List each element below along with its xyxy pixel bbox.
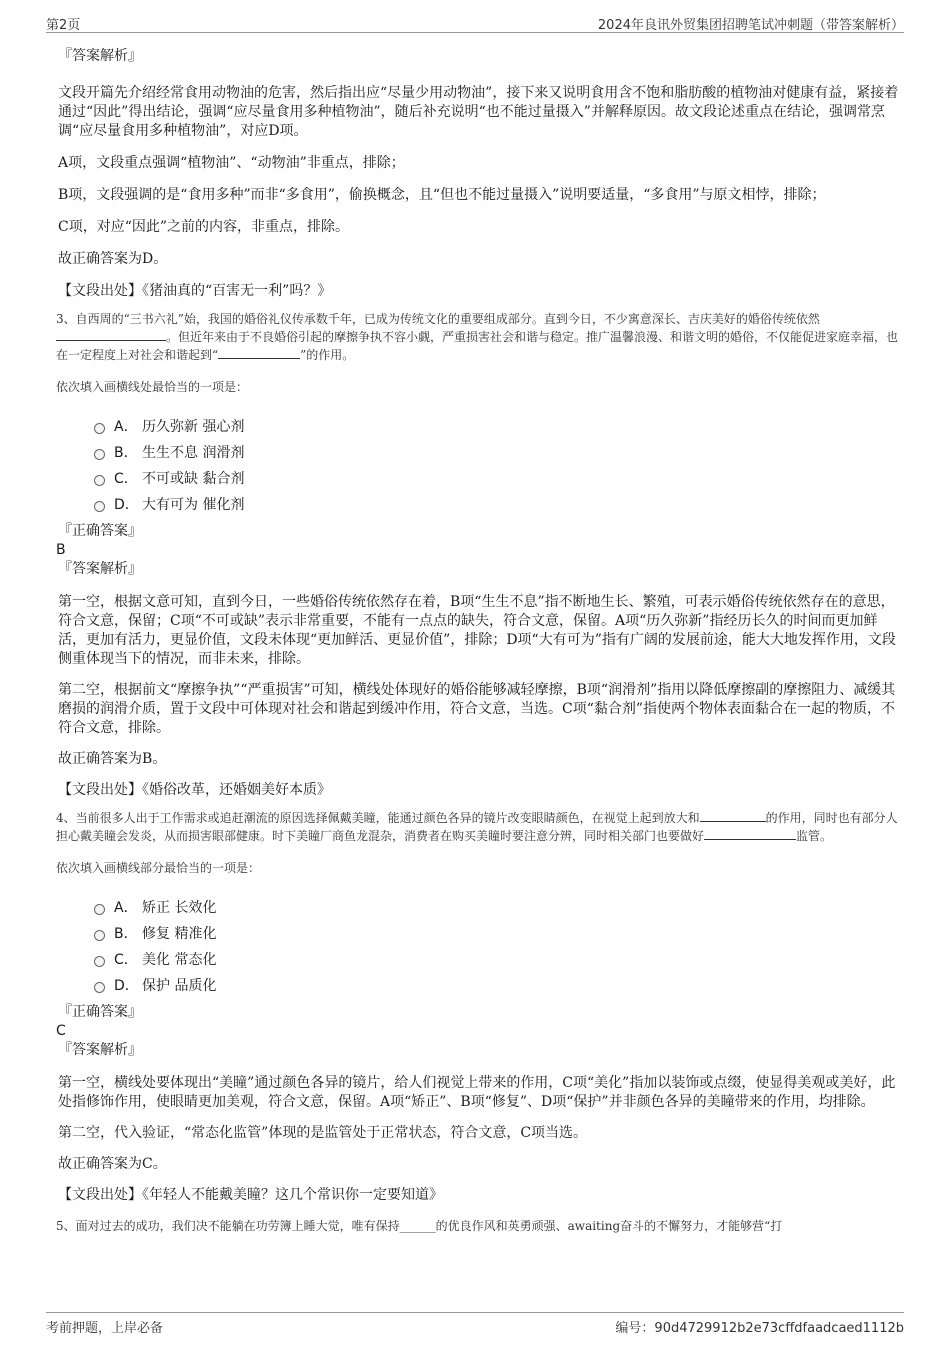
q3-source: 【文段出处】《婚俗改革，还婚姻美好本质》	[58, 782, 331, 798]
radio-icon[interactable]	[94, 423, 105, 434]
q4-option-c[interactable]: C． 美化 常态化	[94, 949, 904, 975]
q3-option-a[interactable]: A． 历久弥新 强心剂	[94, 416, 904, 442]
q3-analysis-para: 故正确答案为B。	[58, 751, 167, 767]
q2-analysis-para: 文段开篇先介绍经常食用动物油的危害，然后指出应“尽量少用动物油”，接下来又说明食用含不饱和脂肪酸的植物油对健康有益，紧接着通过“因此”得出结论，强调“应尽量食用多种植物油”，随后补充说明“也不能过量摄入”并解释原因。故文段论述重点在结论，强调常烹调“应尽量食用多种植物油”，对应D项。	[58, 85, 899, 139]
radio-icon[interactable]	[94, 904, 105, 915]
page-header	[46, 12, 904, 33]
page-number: 第2页	[46, 18, 81, 33]
q4-options	[56, 897, 904, 1001]
q3-option-c[interactable]: C． 不可或缺 黏合剂	[94, 468, 904, 494]
q4-prompt: 依次填入画横线部分最恰当的一项是：	[56, 861, 261, 875]
q4-analysis-para: 第一空，横线处要体现出“美瞳”通过颜色各异的镜片，给人们视觉上带来的作用，C项“美化”指加以装饰或点缀，使显得美观或美好，此处指修饰作用，使眼睛更加美观，符合文意，保留。A项“矫正”、B项“修复”、D项“保护”并非颜色各异的美瞳带来的作用，均排除。	[58, 1075, 896, 1110]
q2-analysis-para: C项，对应“因此”之前的内容，非重点，排除。	[58, 219, 350, 235]
radio-icon[interactable]	[94, 982, 105, 993]
fill-blank	[218, 346, 300, 359]
radio-icon[interactable]	[94, 930, 105, 941]
radio-icon[interactable]	[94, 449, 105, 460]
q2-analysis-title: 『答案解析』	[58, 48, 142, 64]
q3-analysis-para: 第一空，根据文意可知，直到今日，一些婚俗传统依然存在着，B项“生生不息”指不断地生长、繁殖，可表示婚俗传统依然存在的意思，符合文意，保留；C项“不可或缺”表示非常重要，不能有一点点的缺失，符合文意，保留。A项“历久弥新”指经历长久的时间而更加鲜活，更加有活力，更显价值，文段未体现“更加鲜活、更显价值”，排除；D项“大有可为”指有广阔的发展前途，能大大地发挥作用，文段侧重体现当下的情况，而非未来，排除。	[58, 594, 896, 667]
document-id: 编号：90d4729912b2e73cffdfaadcaed1112b	[615, 1321, 904, 1336]
q4-correct-answer: C	[56, 1023, 66, 1039]
q3-analysis-title: 『答案解析』	[58, 561, 142, 577]
q4-option-b[interactable]: B． 修复 精准化	[94, 923, 904, 949]
q4-analysis-para: 第二空，代入验证，“常态化监管”体现的是监管处于正常状态，符合文意，C项当选。	[58, 1125, 588, 1141]
radio-icon[interactable]	[94, 475, 105, 486]
document-title: 2024年良讯外贸集团招聘笔试冲刺题（带答案解析）	[597, 18, 904, 33]
q4-analysis-para: 故正确答案为C。	[58, 1156, 167, 1172]
q4-option-d[interactable]: D． 保护 品质化	[94, 975, 904, 1001]
q2-analysis-para: B项，文段强调的是“食用多种”而非“多食用”，偷换概念，且“但也不能过量摄入”说明要适量，“多食用”与原文相悖，排除；	[58, 187, 826, 203]
q3-stem: 3、自西周的“三书六礼”始，我国的婚俗礼仪传承数千年，已成为传统文化的重要组成部分。直到今日，不少寓意深长、吉庆美好的婚俗传统依然。但近年来由于不良婚俗引起的摩擦争执不容小觑，严重损害社会和谐与稳定。推广温馨浪漫、和谐文明的婚俗，不仅能促进家庭幸福，也在一定程度上对社会和谐起到“ ”的作用。	[56, 312, 899, 362]
q4-stem: 4、当前很多人出于工作需求或追赶潮流的原因选择佩戴美瞳，能通过颜色各异的镜片改变眼睛颜色，在视觉上起到放大和 的作用，同时也有部分人担心戴美瞳会发炎，从而损害眼部健康。时下美瞳厂商鱼龙混杂，消费者在购买美瞳时要注意分辨，同时相关部门也要做好 监管。	[56, 811, 898, 843]
page-content	[56, 42, 904, 1296]
q3-option-b[interactable]: B． 生生不息 润滑剂	[94, 442, 904, 468]
q2-source: 【文段出处】《猪油真的“百害无一利”吗？》	[58, 283, 332, 299]
fill-blank	[700, 809, 766, 822]
page-footer	[46, 1312, 904, 1335]
q3-option-d[interactable]: D． 大有可为 催化剂	[94, 494, 904, 520]
q2-analysis-para: A项，文段重点强调“植物油”、“动物油”非重点，排除；	[58, 155, 405, 171]
q2-analysis-para: 故正确答案为D。	[58, 251, 168, 267]
q4-correct-title: 『正确答案』	[58, 1004, 142, 1020]
q4-option-a[interactable]: A． 矫正 长效化	[94, 897, 904, 923]
fill-blank	[704, 827, 796, 840]
q3-correct-answer: B	[56, 542, 66, 558]
q3-prompt: 依次填入画横线处最恰当的一项是：	[56, 380, 249, 394]
radio-icon[interactable]	[94, 956, 105, 967]
fill-blank	[56, 328, 166, 341]
q3-correct-title: 『正确答案』	[58, 523, 142, 539]
q5-stem-cut: 5、面对过去的成功，我们决不能躺在功劳簿上睡大觉，唯有保持______的优良作风和英勇顽强、awaiting奋斗的不懈努力，才能够营“打	[56, 1219, 783, 1233]
q3-options	[56, 416, 904, 520]
q3-analysis-para: 第二空，根据前文“摩擦争执”“严重损害”可知，横线处体现好的婚俗能够减轻摩擦，B项“润滑剂”指用以降低摩擦副的摩擦阻力、减缓其磨损的润滑介质，置于文段中可体现对社会和谐起到缓冲作用，符合文意，当选。C项“黏合剂”指使两个物体表面黏合在一起的物质，不符合文意，排除。	[58, 682, 896, 736]
q4-source: 【文段出处】《年轻人不能戴美瞳？这几个常识你一定要知道》	[58, 1187, 443, 1203]
radio-icon[interactable]	[94, 501, 105, 512]
footer-slogan: 考前押题，上岸必备	[46, 1321, 164, 1336]
q4-analysis-title: 『答案解析』	[58, 1042, 142, 1058]
